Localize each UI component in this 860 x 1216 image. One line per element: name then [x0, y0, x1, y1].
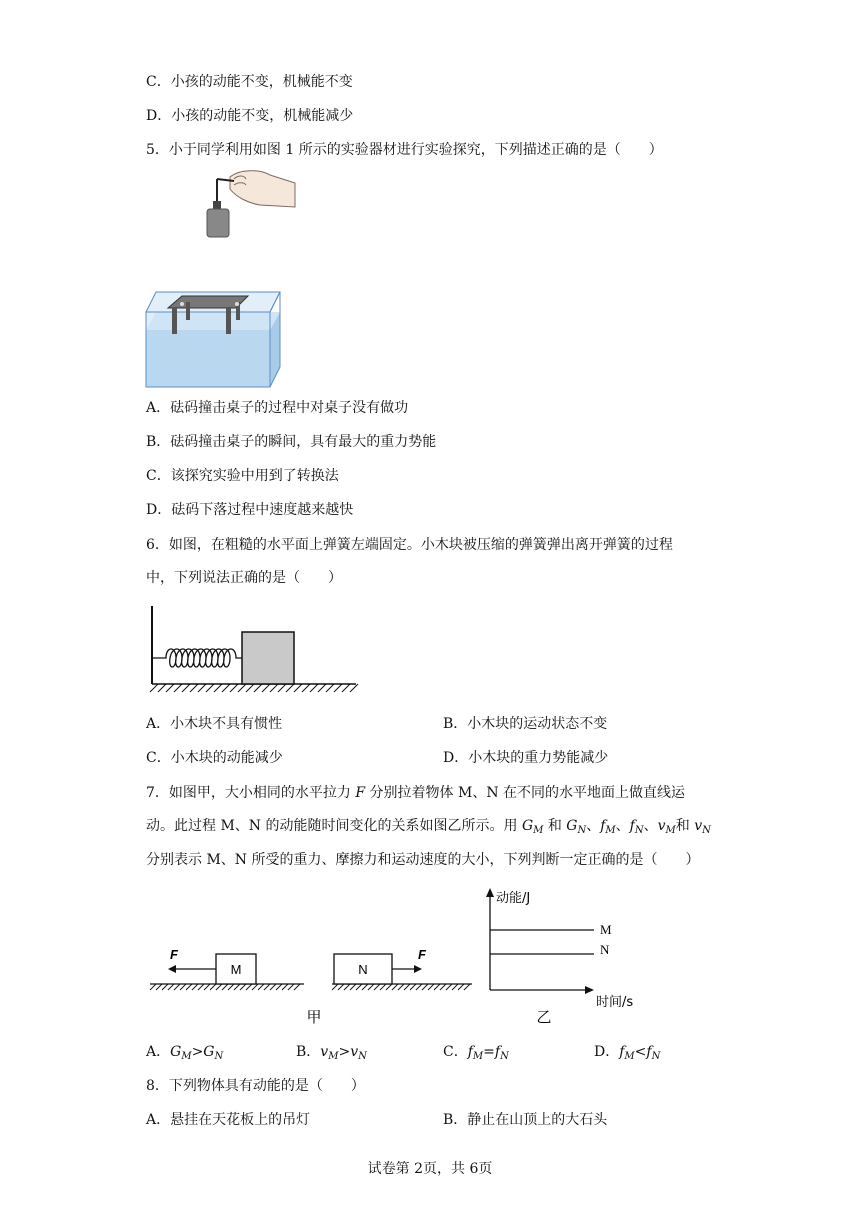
- y-axis-label: 动能/J: [496, 891, 531, 906]
- q7-stem-line1: 7．如图甲，大小相同的水平拉力 F 分别拉着物体 M、N 在不同的水平地面上做直线运: [146, 785, 686, 801]
- block-m-label: M: [230, 962, 242, 977]
- q6-option-a: A．小木块不具有惯性: [146, 716, 283, 732]
- q5-stem: 5．小于同学利用如图 1 所示的实验器材进行实验探究，下列描述正确的是（ ）: [146, 142, 663, 158]
- block-n-label: N: [358, 962, 368, 977]
- page-footer: 试卷第 2页，共 6页: [367, 1161, 493, 1177]
- water-tank-with-table-illustration: [144, 290, 282, 390]
- force-label-left: F: [170, 947, 178, 962]
- q4-option-d: D．小孩的动能不变，机械能减少: [146, 108, 354, 124]
- force-label-right: F: [418, 947, 426, 962]
- q6-stem-line1: 6．如图，在粗糙的水平面上弹簧左端固定。小木块被压缩的弹簧弹出离开弹簧的过程: [146, 537, 673, 553]
- q6-stem-line2: 中，下列说法正确的是（ ）: [146, 570, 342, 586]
- q7-option-c: C．$f_M=f_N$: [443, 1044, 509, 1062]
- q7-stem-line2: 动。此过程 M、N 的动能随时间变化的关系如图乙所示。用 $G_M$ 和 $G_N$、$f_M$、$f_N$、$v_M$和 $v_N$: [146, 818, 711, 836]
- line-n-label: N: [600, 942, 610, 957]
- q7-figure: [146, 884, 634, 1030]
- q7-option-b: B．$v_M>v_N$: [296, 1044, 367, 1062]
- caption-jia: 甲: [306, 1008, 322, 1026]
- q6-option-d: D．小木块的重力势能减少: [443, 750, 609, 766]
- q5-option-c: C．该探究实验中用到了转换法: [146, 468, 339, 484]
- q4-option-c: C．小孩的动能不变，机械能不变: [146, 74, 353, 90]
- q7-option-a: A．$G_M>G_N$: [146, 1044, 224, 1062]
- q8-option-a: A．悬挂在天花板上的吊灯: [146, 1112, 311, 1128]
- line-m-label: M: [600, 922, 612, 937]
- spring-block-diagram: [146, 606, 358, 694]
- x-axis-label: 时间/s: [596, 995, 634, 1010]
- q6-option-b: B．小木块的运动状态不变: [443, 716, 608, 732]
- q5-option-b: B．砝码撞击桌子的瞬间，具有最大的重力势能: [146, 434, 437, 450]
- q5-option-a: A．砝码撞击桌子的过程中对桌子没有做功: [146, 400, 409, 416]
- q8-option-b: B．静止在山顶上的大石头: [443, 1112, 608, 1128]
- hand-holding-weight-illustration: [200, 165, 295, 240]
- q7-option-d: D．$f_M<f_N$: [594, 1044, 661, 1062]
- q5-option-d: D．砝码下落过程中速度越来越快: [146, 502, 354, 518]
- q8-stem: 8．下列物体具有动能的是（ ）: [146, 1078, 365, 1094]
- q7-stem-line3: 分别表示 M、N 所受的重力、摩擦力和运动速度的大小，下列判断一定正确的是（ ）: [146, 852, 700, 868]
- q6-option-c: C．小木块的动能减少: [146, 750, 283, 766]
- caption-yi: 乙: [536, 1008, 552, 1026]
